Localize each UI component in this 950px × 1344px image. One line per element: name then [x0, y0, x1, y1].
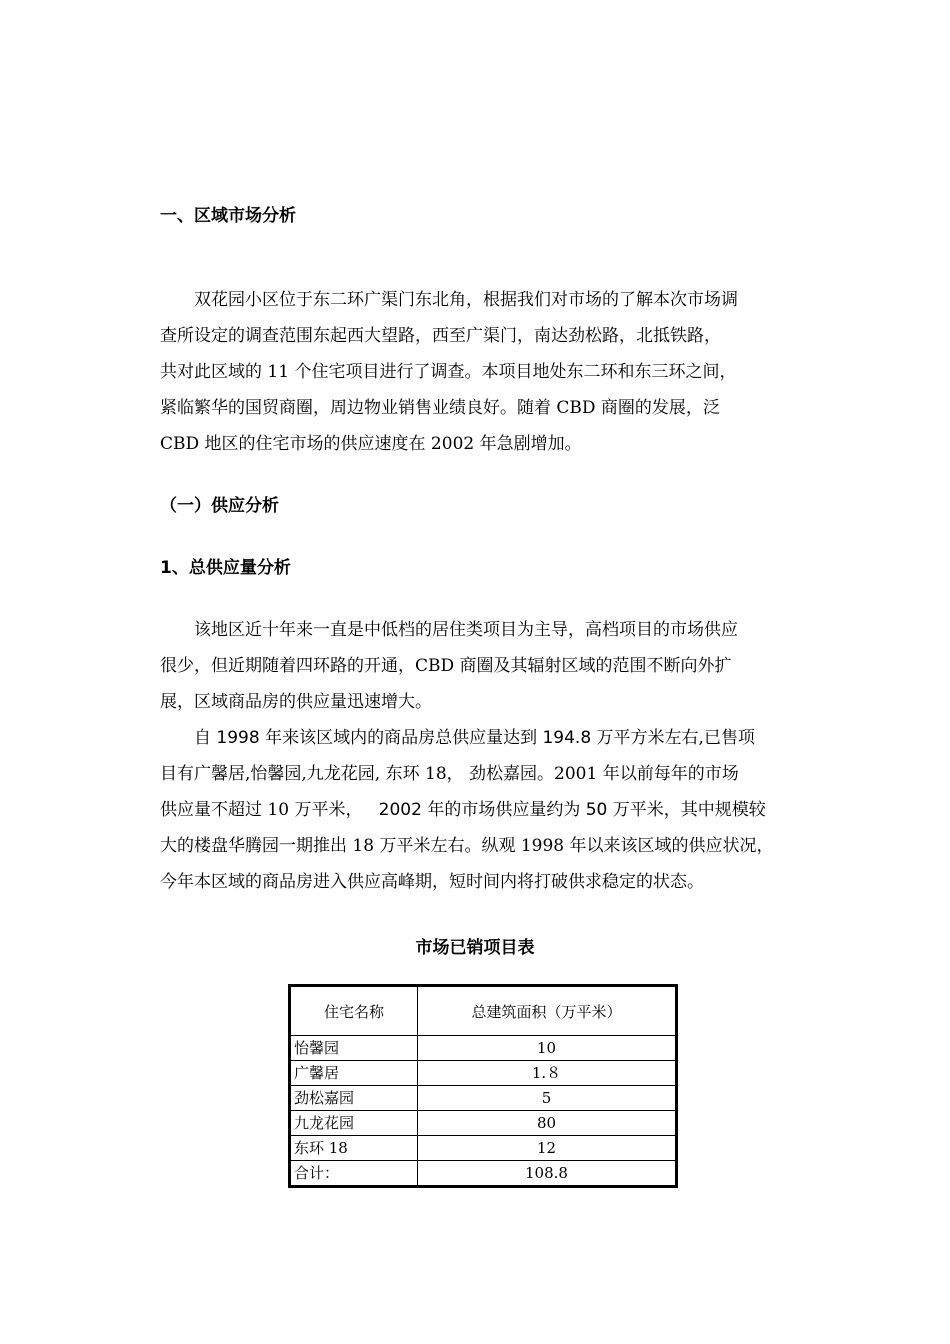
- para1-line: 很少，但近期随着四环路的开通，CBD 商圈及其辐射区域的范围不断向外扩: [160, 656, 732, 676]
- para2-line-5: 今年本区域的商品房进入供应高峰期，短时间内将打破供求稳定的状态。: [160, 872, 704, 892]
- para2-line-3: [160, 792, 800, 828]
- para2-text: ,已售项: [698, 728, 755, 748]
- para2-highlight-2002: 2002 年的市场供应量约为 50 万平米: [378, 800, 664, 820]
- table-row: [291, 1136, 676, 1161]
- supply-paragraph-1: [160, 612, 800, 720]
- table-row: [291, 1086, 676, 1111]
- cell-project-name: 劲松嘉园: [291, 1086, 418, 1111]
- intro-line: 紧临繁华的国贸商圈，周边物业销售业绩良好。随着 CBD 商圈的发展，泛: [160, 398, 720, 418]
- para2-line-4: 大的楼盘华腾园一期推出 18 万平米左右。纵观 1998 年以来该区域的供应状况，: [160, 836, 774, 856]
- para2-text: ，其中规模较: [663, 800, 766, 820]
- para2-highlight-total: 自 1998 年来该区域内的商品房总供应量达到 194.8 万平方米左右: [194, 728, 699, 748]
- column-header-name: 住宅名称: [291, 987, 418, 1036]
- cell-area: 80: [418, 1111, 676, 1136]
- subsubsection-heading: 1、总供应量分析: [160, 558, 291, 578]
- table-row: [291, 1111, 676, 1136]
- cell-area: 5: [418, 1086, 676, 1111]
- subsection-heading: （一）供应分析: [160, 496, 279, 516]
- cell-total-label: 合计：: [291, 1161, 418, 1186]
- table-total-row: [291, 1161, 676, 1186]
- table-row: [291, 1036, 676, 1061]
- intro-line: 双花园小区位于东二环广渠门东北角，根据我们对市场的了解本次市场调: [194, 290, 738, 310]
- table-title: 市场已销项目表: [415, 938, 535, 958]
- section-heading: 一、区域市场分析: [160, 206, 296, 226]
- table-header-row: [291, 987, 676, 1036]
- cell-project-name: 怡馨园: [291, 1036, 418, 1061]
- cell-total-value: 108.8: [418, 1161, 676, 1186]
- sold-projects-table: [288, 984, 678, 1188]
- intro-line: CBD 地区的住宅市场的供应速度在 2002 年急剧增加。: [160, 434, 582, 454]
- para1-line: 该地区近十年来一直是中低档的居住类项目为主导，高档项目的市场供应: [194, 620, 738, 640]
- para2-text: 供应量不超过 10 万平米，: [160, 800, 379, 820]
- cell-project-name: 东环 18: [291, 1136, 418, 1161]
- cell-area: 1.８: [418, 1061, 676, 1086]
- cell-project-name: 广馨居: [291, 1061, 418, 1086]
- cell-project-name: 九龙花园: [291, 1111, 418, 1136]
- para1-line: 展，区域商品房的供应量迅速增大。: [160, 692, 432, 712]
- intro-line: 查所设定的调查范围东起西大望路，西至广渠门，南达劲松路，北抵铁路，: [160, 326, 721, 346]
- supply-paragraph-2: [160, 720, 800, 900]
- cell-area: 10: [418, 1036, 676, 1061]
- cell-area: 12: [418, 1136, 676, 1161]
- intro-paragraph: [160, 282, 800, 462]
- intro-line: 共对此区域的 11 个住宅项目进行了调查。本项目地处东二环和东三环之间，: [160, 362, 737, 382]
- table-row: [291, 1061, 676, 1086]
- para2-line-2: 目有广馨居,怡馨园,九龙花园, 东环 18， 劲松嘉园。2001 年以前每年的市场: [160, 764, 739, 784]
- para2-line-1: [160, 720, 800, 756]
- column-header-area: 总建筑面积（万平米）: [418, 987, 676, 1036]
